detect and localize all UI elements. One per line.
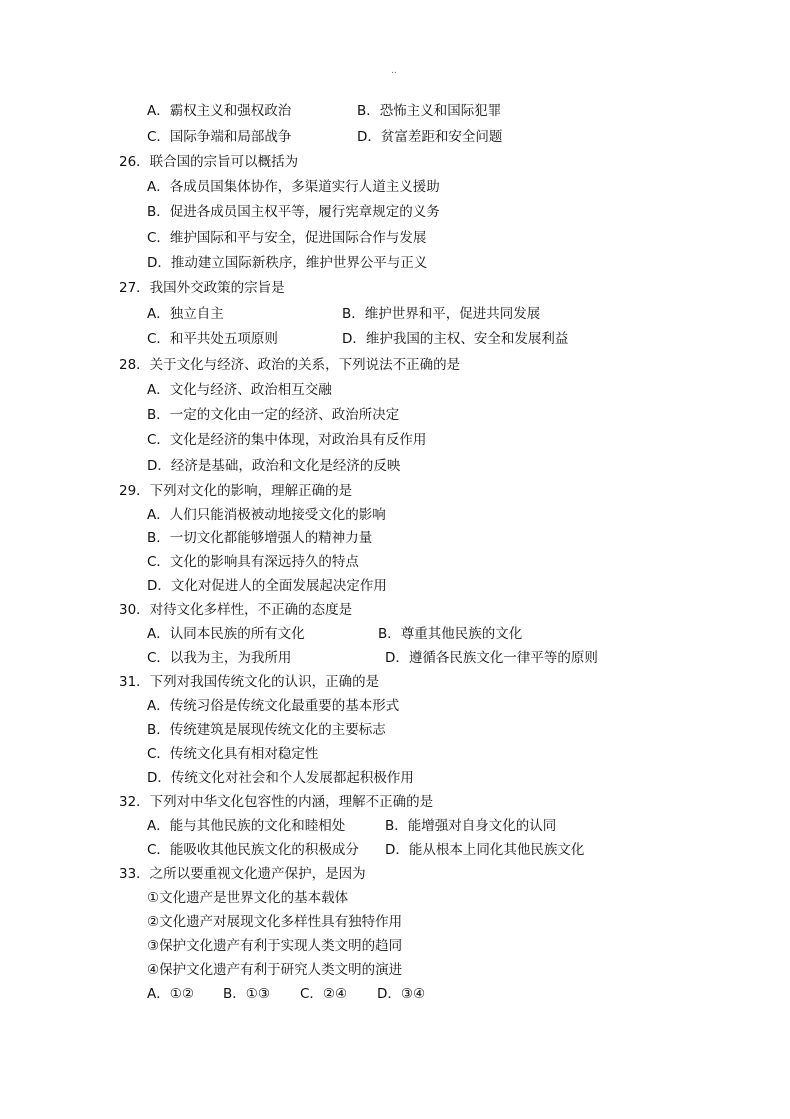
q25-option-d: D．贫富差距和安全问题 xyxy=(357,129,503,145)
q33-statement-3: ③保护文化遗产有利于实现人类文明的趋同 xyxy=(147,938,403,954)
q30-option-d: D．遵循各民族文化一律平等的原则 xyxy=(385,650,598,666)
q33-statement-4: ④保护文化遗产有利于研究人类文明的演进 xyxy=(147,962,403,978)
header-mark: .. xyxy=(391,66,397,76)
q28-option-c: C．文化是经济的集中体现，对政治具有反作用 xyxy=(147,432,427,448)
q25-option-c: C．国际争端和局部战争 xyxy=(147,129,292,145)
q30-option-b: B．尊重其他民族的文化 xyxy=(378,626,523,642)
q30-stem: 30．对待文化多样性，不正确的态度是 xyxy=(119,602,353,618)
q33-option-d: D．③④ xyxy=(377,986,426,1002)
q32-stem: 32．下列对中华文化包容性的内涵，理解不正确的是 xyxy=(119,794,434,810)
q32-option-a: A．能与其他民族的文化和睦相处 xyxy=(147,818,346,834)
q31-option-b: B．传统建筑是展现传统文化的主要标志 xyxy=(147,722,386,738)
q26-stem: 26．联合国的宗旨可以概括为 xyxy=(119,154,299,170)
q27-option-d: D．维护我国的主权、安全和发展利益 xyxy=(342,331,569,347)
q26-option-d: D．推动建立国际新秩序，维护世界公平与正义 xyxy=(147,255,428,271)
q33-statement-2: ②文化遗产对展现文化多样性具有独特作用 xyxy=(147,914,403,930)
q27-stem: 27．我国外交政策的宗旨是 xyxy=(119,280,285,296)
q33-option-c: C．②④ xyxy=(300,986,348,1002)
q26-option-c: C．维护国际和平与安全，促进国际合作与发展 xyxy=(147,230,427,246)
q26-option-a: A．各成员国集体协作，多渠道实行人道主义援助 xyxy=(147,179,440,195)
q30-option-c: C．以我为主，为我所用 xyxy=(147,650,292,666)
q26-option-b: B．促进各成员国主权平等，履行宪章规定的义务 xyxy=(147,204,440,220)
q32-option-b: B．能增强对自身文化的认同 xyxy=(385,818,557,834)
q31-option-a: A．传统习俗是传统文化最重要的基本形式 xyxy=(147,698,400,714)
q27-option-a: A．独立自主 xyxy=(147,306,224,322)
q31-option-d: D．传统文化对社会和个人发展都起积极作用 xyxy=(147,770,414,786)
q33-option-b: B．①③ xyxy=(223,986,270,1002)
q28-option-b: B．一定的文化由一定的经济、政治所决定 xyxy=(147,407,400,423)
q29-option-d: D．文化对促进人的全面发展起决定作用 xyxy=(147,578,387,594)
q31-stem: 31．下列对我国传统文化的认识，正确的是 xyxy=(119,674,380,690)
q28-option-a: A．文化与经济、政治相互交融 xyxy=(147,382,332,398)
q32-option-c: C．能吸收其他民族文化的积极成分 xyxy=(147,842,359,858)
q25-option-b: B．恐怖主义和国际犯罪 xyxy=(357,103,502,119)
q28-option-d: D．经济是基础，政治和文化是经济的反映 xyxy=(147,458,401,474)
q30-option-a: A．认同本民族的所有文化 xyxy=(147,626,305,642)
q25-option-a: A．霸权主义和强权政治 xyxy=(147,103,292,119)
q33-stem: 33．之所以要重视文化遗产保护，是因为 xyxy=(119,866,366,882)
q27-option-b: B．维护世界和平，促进共同发展 xyxy=(342,306,541,322)
q33-statement-1: ①文化遗产是世界文化的基本载体 xyxy=(147,890,349,906)
q29-stem: 29．下列对文化的影响，理解正确的是 xyxy=(119,483,353,499)
q33-option-a: A．①② xyxy=(147,986,194,1002)
q29-option-b: B．一切文化都能够增强人的精神力量 xyxy=(147,530,373,546)
q31-option-c: C．传统文化具有相对稳定性 xyxy=(147,746,319,762)
q32-option-d: D．能从根本上同化其他民族文化 xyxy=(385,842,585,858)
q28-stem: 28．关于文化与经济、政治的关系，下列说法不正确的是 xyxy=(119,357,461,373)
q27-option-c: C．和平共处五项原则 xyxy=(147,331,278,347)
q29-option-c: C．文化的影响具有深远持久的特点 xyxy=(147,554,359,570)
q29-option-a: A．人们只能消极被动地接受文化的影响 xyxy=(147,507,386,523)
